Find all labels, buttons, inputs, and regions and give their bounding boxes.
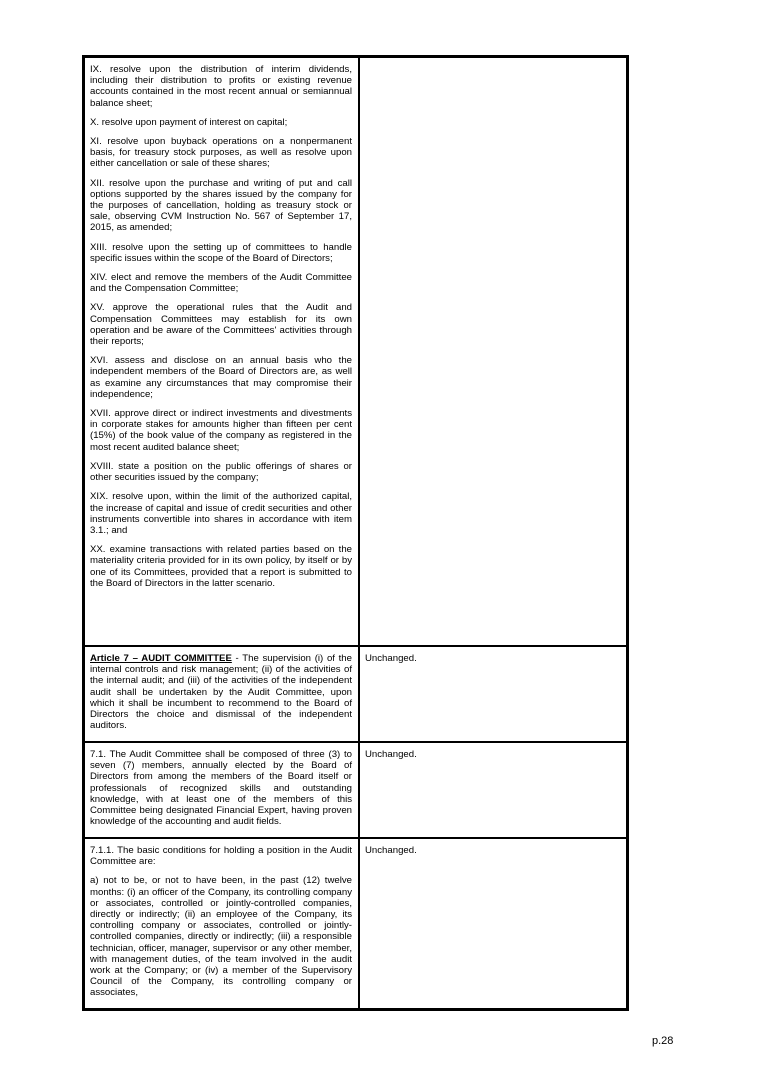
item-xv: XV. approve the operational rules that the Audit and Compensation Committees may establish for its own operation and be aware of the Committees' activities through their reports; xyxy=(90,302,352,348)
proposed-text-cell: 7.1. The Audit Committee shall be composed of three (3) to seven (7) members, annually elected by the Board of Directors from among the members of the Board itself or professionals of recognized skills and outstanding knowledge, with at least one of the members of this Committee being designated Financial Expert, having proven knowledge of the accounting and audit fields. xyxy=(84,742,360,838)
item-7-1-1: 7.1.1. The basic conditions for holding a position in the Audit Committee are: xyxy=(90,845,352,868)
comment-cell: Unchanged. xyxy=(359,742,628,838)
item-xix: XIX. resolve upon, within the limit of the authorized capital, the increase of capital and issue of credit securities and other instruments convertible into shares in accordance with item 3.1.; and xyxy=(90,491,352,536)
item-xi: XI. resolve upon buyback operations on a nonpermanent basis, for treasury stock purposes, as well as resolve upon either cancellation or sale of these shares; xyxy=(90,136,352,170)
item-xvii: XVII. approve direct or indirect investments and divestments in corporate stakes for amounts higher than fifteen per cent (15%) of the book value of the company as registered in the most recent audited balance sheet; xyxy=(90,408,352,453)
item-ix: IX. resolve upon the distribution of interim dividends, including their distribution to profits or existing revenue accounts contained in the most recent annual or semiannual balance sheet; xyxy=(90,64,352,109)
item-xiv: XIV. elect and remove the members of the Audit Committee and the Compensation Committee; xyxy=(90,272,352,295)
item-xviii: XVIII. state a position on the public offerings of shares or other securities issued by the company; xyxy=(90,460,352,484)
table-row xyxy=(84,838,628,1010)
proposed-text-cell xyxy=(84,838,360,1010)
table-row xyxy=(84,646,628,742)
article-7-body: - The supervision (i) of the internal controls and risk management; (ii) of the activities of the internal audit; and (iii) of the activities of the independent audit shall be undertaken by the Audit Committee, upon which it shall be incumbent to recommend to the Board of Directors the choice and dismissal of the independent auditors. xyxy=(90,653,352,732)
proposed-text-cell xyxy=(84,646,360,742)
table-row xyxy=(84,57,628,647)
comment-cell: Unchanged. xyxy=(359,838,628,1010)
item-x: X. resolve upon payment of interest on capital; xyxy=(90,116,288,128)
item-xiii: XIII. resolve upon the setting up of committees to handle specific issues within the scope of the Board of Directors; xyxy=(90,241,352,264)
item-7-1-1-a: a) not to be, or not to have been, in the past (12) twelve months: (i) an officer of the Company, its controlling company or associates, controlled or jointly-controlled companies, directly or indirectly; (ii) an employee of the Company, its controlling company or associates, controlled or jointly-controlled companies, directly or indirectly; (iii) a responsible technician, officer, manager, supervisor or any other member, with management duties, of the team involved in the audit work at the Company; or (iv) a member of the Supervisory Council of the Company, its controlling company or associates, xyxy=(90,875,352,999)
proposed-text-cell xyxy=(84,57,360,647)
comparison-table xyxy=(82,55,629,1011)
item-xvi: XVI. assess and disclose on an annual basis who the independent members of the Board of Directors are, as well as examine any circumstances that may compromise their independence; xyxy=(90,355,352,400)
comment-cell xyxy=(359,57,628,647)
item-xx: XX. examine transactions with related parties based on the materiality criteria provided for in its own policy, by itself or by one of its Committees, provided that a report is submitted to the Board of Directors in the latter scenario. xyxy=(90,544,352,589)
item-xii: XII. resolve upon the purchase and writing of put and call options supported by the shares issued by the company for the purposes of cancellation, holding as treasury stock or sale, observing CVM Instruction No. 567 of September 17, 2015, as amended; xyxy=(90,177,352,234)
comment-cell: Unchanged. xyxy=(359,646,628,742)
article-7-title: Article 7 – AUDIT COMMITTEE xyxy=(90,653,232,664)
page-number: p.28 xyxy=(652,1035,674,1047)
table-row xyxy=(84,742,628,838)
